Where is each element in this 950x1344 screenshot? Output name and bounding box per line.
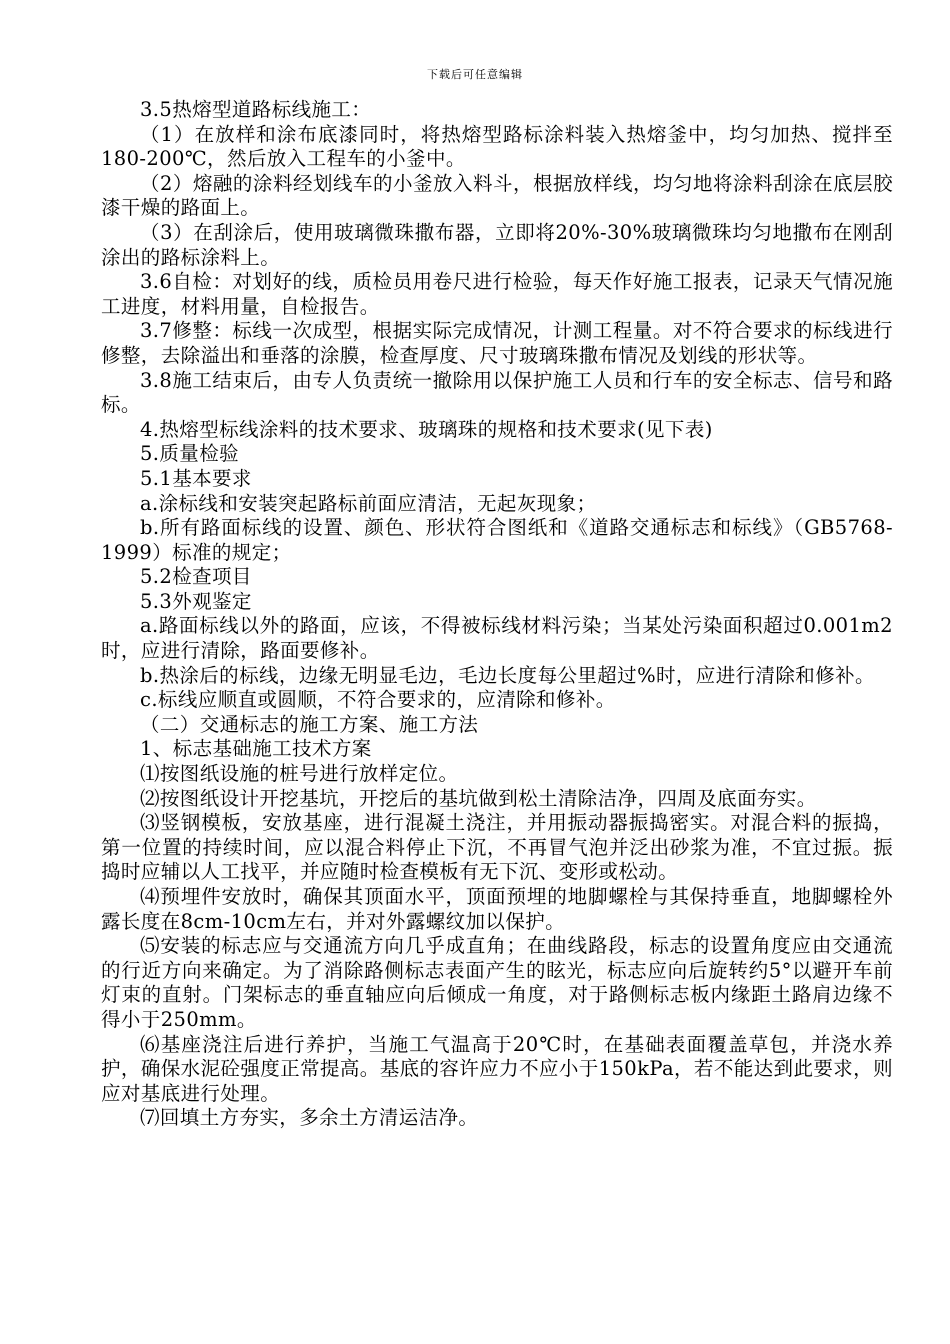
paragraph: 3.7修整：标线一次成型，根据实际完成情况，计测工程量。对不符合要求的标线进行修整，去除溢出和垂落的涂膜，检查厚度、尺寸玻璃珠撒布情况及划线的形状等。: [101, 319, 893, 367]
paragraph: 3.8施工结束后，由专人负责统一撤除用以保护施工人员和行车的安全标志、信号和路标。: [101, 368, 893, 417]
paragraph: ⑹基座浇注后进行养护，当施工气温高于20℃时，在基础表面覆盖草包，并浇水养护，确保水泥砼强度正常提高。基底的容许应力不应小于150kPa，若不能达到此要求，则应对基底进行处理。: [101, 1032, 893, 1105]
paragraph: ⑶竖钢模板，安放基座，进行混凝土浇注，并用振动器振捣密实。对混合料的振捣，第一位置的持续时间，应以混合料停止下沉，不再冒气泡并泛出砂浆为准，不宜过振。振捣时应辅以人工找平，并应随时检查模板有无下沉、变形或松动。: [101, 811, 893, 884]
paragraph: （3）在刮涂后，使用玻璃微珠撒布器，立即将20%-30%玻璃微珠均匀地撒布在刚刮涂出的路标涂料上。: [101, 220, 893, 269]
paragraph: 5.3外观鉴定: [140, 589, 252, 613]
paragraph: 5.2检查项目: [140, 565, 252, 589]
paragraph: 3.6自检：对划好的线，质检员用卷尺进行检验，每天作好施工报表，记录天气情况施工进度，材料用量，自检报告。: [101, 270, 893, 318]
paragraph: a.路面标线以外的路面，应该，不得被标线材料污染；当某处污染面积超过0.001m2时，应进行清除，路面要修补。: [101, 614, 893, 663]
paragraph: 5.1基本要求: [140, 466, 252, 490]
paragraph: 5.质量检验: [140, 442, 240, 466]
paragraph: b.所有路面标线的设置、颜色、形状符合图纸和《道路交通标志和标线》（GB5768-1999）标准的规定；: [101, 516, 893, 564]
paragraph: b.热涂后的标线，边缘无明显毛边，毛边长度每公里超过%时，应进行清除和修补。: [140, 663, 875, 687]
paragraph: （1）在放样和涂布底漆同时，将热熔型路标涂料装入热熔釜中，均匀加热、搅拌至180-200℃，然后放入工程车的小釜中。: [101, 122, 893, 171]
header-note: 下载后可任意编辑: [427, 68, 523, 81]
paragraph: c.标线应顺直或圆顺，不符合要求的，应清除和修补。: [140, 688, 616, 712]
paragraph: ⑺回填土方夯实，多余土方清运洁净。: [140, 1106, 479, 1130]
paragraph: ⑵按图纸设计开挖基坑，开挖后的基坑做到松土清除洁净，四周及底面夯实。: [140, 786, 817, 810]
paragraph: a.涂标线和安装突起路标前面应清洁，无起灰现象；: [140, 491, 597, 515]
paragraph: 1、标志基础施工技术方案: [140, 737, 372, 761]
document-body: [101, 98, 893, 1131]
paragraph: ⑴按图纸设施的桩号进行放样定位。: [140, 762, 459, 786]
paragraph: ⑷预埋件安放时，确保其顶面水平，顶面预埋的地脚螺栓与其保持垂直，地脚螺栓外露长度在8cm-10cm左右，并对外露螺纹加以保护。: [101, 885, 893, 933]
paragraph: （2）熔融的涂料经划线车的小釜放入料斗，根据放样线，均匀地将涂料刮涂在底层胶漆干燥的路面上。: [101, 171, 893, 220]
paragraph: 4.热熔型标线涂料的技术要求、玻璃珠的规格和技术要求(见下表): [140, 417, 713, 441]
paragraph: ⑸安装的标志应与交通流方向几乎成直角；在曲线路段，标志的设置角度应由交通流的行近方向来确定。为了消除路侧标志表面产生的眩光，标志应向后旋转约5°以避开车前灯束的直射。门架标志的垂直轴应向后倾成一角度，对于路侧标志板内缘距土路肩边缘不得小于250mm。: [101, 934, 893, 1031]
paragraph: （二）交通标志的施工方案、施工方法: [140, 712, 479, 736]
paragraph: 3.5热熔型道路标线施工：: [140, 98, 372, 121]
